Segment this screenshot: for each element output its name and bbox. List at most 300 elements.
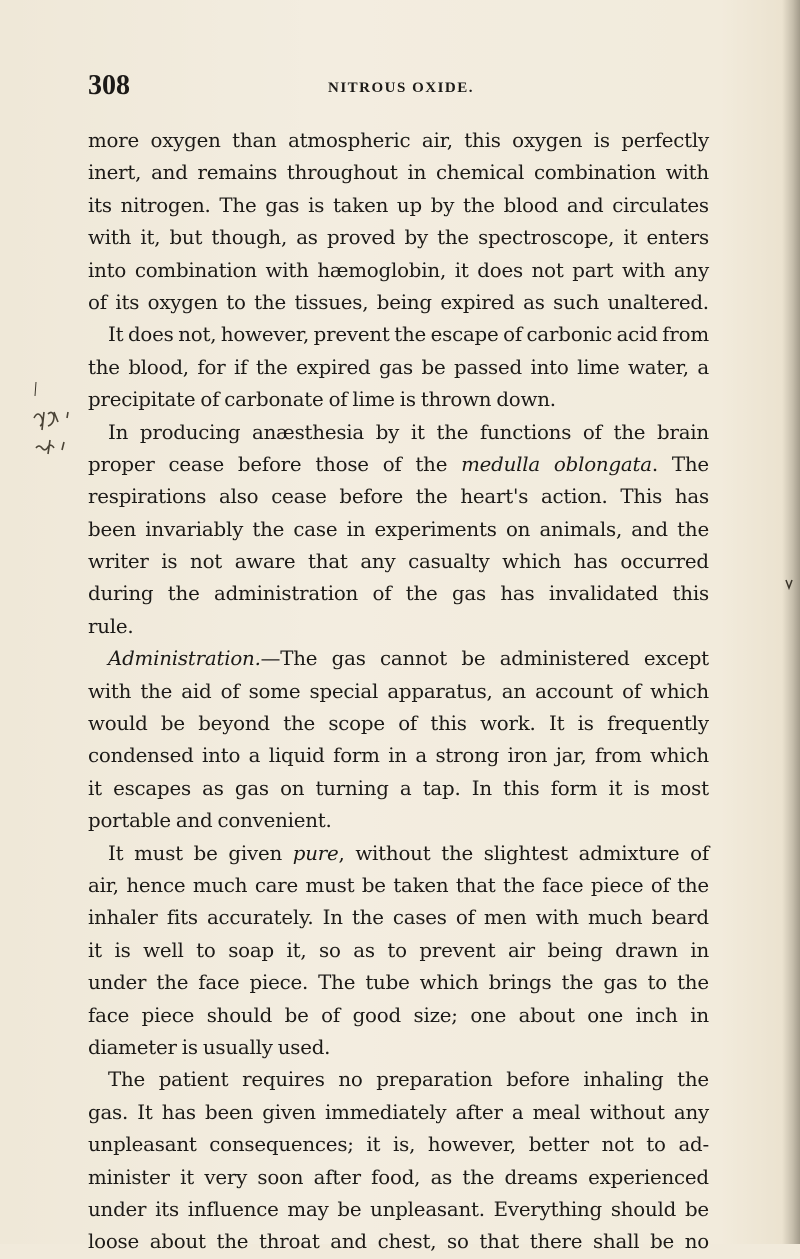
- word: as: [296, 226, 318, 250]
- word: to: [646, 1133, 666, 1157]
- word: more: [88, 129, 140, 152]
- word: nitrogen.: [120, 193, 211, 217]
- word: is: [633, 776, 650, 800]
- word: unpleasant: [88, 1133, 197, 1157]
- word: gas: [451, 582, 486, 606]
- word: the: [394, 323, 427, 347]
- word: not: [531, 258, 564, 282]
- word: ad-: [678, 1133, 709, 1157]
- word: under: [88, 1197, 147, 1221]
- text-line: [88, 935, 709, 967]
- word: of: [650, 873, 670, 897]
- word: face: [542, 873, 584, 897]
- word: prevent: [313, 323, 390, 347]
- word: that: [308, 550, 348, 574]
- word: one: [470, 1003, 507, 1027]
- word: scope: [328, 712, 385, 736]
- word: animals,: [539, 517, 623, 541]
- word: the: [437, 226, 469, 250]
- word: thrown: [420, 388, 492, 412]
- word: admixture: [578, 841, 680, 865]
- text-line: [88, 157, 709, 189]
- word: is: [577, 712, 594, 736]
- word: it: [366, 1133, 381, 1157]
- word: inert,: [88, 161, 142, 185]
- text-line: [88, 1064, 709, 1096]
- word: anæsthesia: [252, 420, 364, 444]
- word: this: [672, 582, 709, 606]
- word: this: [464, 129, 501, 152]
- word: gas.: [88, 1100, 129, 1124]
- word: piece: [141, 1003, 195, 1027]
- word: administered: [499, 647, 630, 671]
- word: after: [455, 1100, 503, 1124]
- text-line: [88, 1000, 709, 1032]
- word: its: [115, 290, 140, 314]
- word: however,: [427, 1133, 516, 1157]
- word: not: [190, 550, 223, 574]
- word: any: [360, 550, 396, 574]
- word: most: [660, 776, 709, 800]
- word: invalidated: [548, 582, 659, 606]
- handwritten-margin-note: [28, 378, 88, 468]
- word: cease: [168, 452, 224, 476]
- word: with: [665, 161, 709, 185]
- word: expired: [296, 355, 371, 379]
- word: not: [601, 1133, 634, 1157]
- running-head: NITROUS OXIDE.: [328, 80, 475, 96]
- word: except: [643, 647, 709, 671]
- word: convenient.: [217, 809, 332, 833]
- word: as: [353, 938, 375, 962]
- body-text: [88, 125, 709, 1259]
- word: requires: [242, 1068, 325, 1092]
- word: the: [561, 971, 594, 995]
- word: no: [338, 1068, 363, 1092]
- word: of: [690, 841, 709, 865]
- word: as: [523, 290, 545, 314]
- word: the: [88, 355, 120, 379]
- word: down.: [496, 388, 556, 412]
- word: The: [318, 971, 356, 995]
- word: given: [262, 1100, 316, 1124]
- text-line: [88, 578, 709, 610]
- word: into: [530, 355, 569, 379]
- word: so: [447, 1230, 469, 1254]
- word: immediately: [325, 1100, 447, 1124]
- word: the: [441, 841, 474, 865]
- word: must: [134, 841, 183, 865]
- word: and: [566, 193, 604, 217]
- word: being: [547, 938, 603, 962]
- word: prevent: [419, 938, 496, 962]
- word: chest,: [377, 1230, 437, 1254]
- word: under: [88, 971, 147, 995]
- word: be: [337, 1197, 362, 1221]
- word: spectroscope,: [478, 226, 615, 250]
- word: which: [650, 744, 709, 768]
- word: circulates: [612, 193, 709, 217]
- word: condensed: [88, 744, 194, 768]
- word: size;: [413, 1003, 458, 1027]
- word: apparatus,: [387, 679, 493, 703]
- word: The: [108, 1068, 146, 1092]
- word: gas: [234, 776, 269, 800]
- word: cease: [271, 485, 327, 509]
- word: experiments: [374, 517, 497, 541]
- word: unpleasant.: [370, 1197, 485, 1221]
- word: before: [506, 1068, 570, 1092]
- text-line: [88, 319, 709, 351]
- word: hence: [126, 873, 186, 897]
- word: strong: [435, 744, 500, 768]
- word: medulla: [461, 452, 541, 476]
- word: tube: [365, 971, 410, 995]
- word: Administration.—The: [108, 647, 318, 671]
- word: a: [697, 355, 709, 379]
- text-line: [88, 676, 709, 708]
- word: one: [587, 1003, 624, 1027]
- word: heart's: [460, 485, 529, 509]
- word: been: [88, 517, 137, 541]
- word: is: [181, 1035, 198, 1059]
- word: is: [161, 550, 178, 574]
- word: the: [436, 420, 469, 444]
- word: an: [501, 679, 526, 703]
- word: be: [160, 712, 185, 736]
- word: In: [322, 906, 343, 930]
- word: it: [88, 938, 102, 962]
- word: very: [204, 1165, 248, 1189]
- word: which: [419, 971, 479, 995]
- word: which: [650, 679, 709, 703]
- word: form: [333, 744, 380, 768]
- word: chemical: [435, 161, 525, 185]
- word: inhaling: [583, 1068, 664, 1092]
- text-line: [88, 417, 709, 449]
- word: influence: [187, 1197, 279, 1221]
- text-line: [88, 611, 709, 643]
- word: the: [167, 582, 200, 606]
- word: writer: [88, 550, 149, 574]
- word: with: [535, 906, 579, 930]
- word: of: [382, 452, 402, 476]
- word: it: [88, 776, 102, 800]
- word: a: [248, 744, 261, 768]
- word: any: [673, 258, 709, 282]
- word: the: [462, 1165, 495, 1189]
- word: the: [216, 1230, 249, 1254]
- word: gas: [603, 971, 638, 995]
- word: of: [372, 582, 392, 606]
- word: about: [149, 1230, 206, 1254]
- text-line: [88, 1226, 709, 1258]
- word: of: [88, 290, 107, 314]
- word: does: [477, 258, 523, 282]
- word: be: [361, 873, 386, 897]
- word: drawn: [615, 938, 678, 962]
- text-line: [88, 255, 709, 287]
- word: before: [339, 485, 403, 509]
- word: such: [553, 290, 600, 314]
- word: special: [309, 679, 379, 703]
- word: better: [528, 1133, 589, 1157]
- word: the: [677, 873, 709, 897]
- word: lime: [352, 388, 395, 412]
- word: in: [690, 938, 709, 962]
- word: brain: [656, 420, 709, 444]
- word: throat: [258, 1230, 320, 1254]
- word: beard: [651, 906, 709, 930]
- word: frequently: [607, 712, 709, 736]
- word: taken: [393, 873, 449, 897]
- word: air: [507, 938, 535, 962]
- word: the: [677, 517, 709, 541]
- word: form: [550, 776, 598, 800]
- word: blood,: [128, 355, 189, 379]
- word: without: [355, 841, 431, 865]
- text-line: [88, 125, 709, 157]
- word: in: [407, 161, 427, 185]
- word: is: [308, 193, 325, 217]
- word: be: [284, 1003, 309, 1027]
- word: from: [594, 744, 642, 768]
- word: In: [471, 776, 492, 800]
- word: care: [254, 873, 299, 897]
- word: this: [503, 776, 540, 800]
- word: however,: [220, 323, 310, 347]
- word: is: [399, 388, 416, 412]
- word: any: [673, 1100, 709, 1124]
- word: be: [650, 1230, 675, 1254]
- text-line: [88, 870, 709, 902]
- word: the: [351, 906, 384, 930]
- text-line: [88, 449, 709, 481]
- word: case: [293, 517, 338, 541]
- word: soon: [257, 1165, 304, 1189]
- word: so: [319, 938, 341, 962]
- word: brings: [488, 971, 552, 995]
- word: precipitate: [88, 388, 196, 412]
- word: there: [529, 1230, 583, 1254]
- word: it: [623, 226, 638, 250]
- word: remains: [197, 161, 278, 185]
- word: of: [455, 906, 475, 930]
- word: some: [248, 679, 301, 703]
- word: respirations: [88, 485, 207, 509]
- word: atmospheric: [288, 129, 411, 152]
- word: it,: [286, 938, 307, 962]
- word: should: [610, 1197, 677, 1221]
- word: escape: [430, 323, 499, 347]
- word: about: [518, 1003, 575, 1027]
- word: be: [461, 647, 486, 671]
- word: proved: [326, 226, 396, 250]
- word: passed: [454, 355, 522, 379]
- word: administration: [214, 582, 359, 606]
- word: gas: [331, 647, 366, 671]
- word: given: [228, 841, 282, 865]
- text-line: [88, 967, 709, 999]
- word: food,: [371, 1165, 421, 1189]
- word: its: [88, 193, 112, 217]
- word: it: [608, 776, 623, 800]
- word: be: [193, 841, 218, 865]
- word: acid: [616, 323, 658, 347]
- word: for: [197, 355, 226, 379]
- word: carbonic: [526, 323, 612, 347]
- word: casualty: [408, 550, 490, 574]
- text-line: [88, 352, 709, 384]
- word: has: [674, 485, 709, 509]
- word: no: [684, 1230, 709, 1254]
- word: the: [156, 971, 189, 995]
- word: the: [677, 971, 709, 995]
- word: in: [346, 517, 366, 541]
- word: expired: [440, 290, 515, 314]
- text-line: [88, 902, 709, 934]
- word: it,: [140, 226, 161, 250]
- word: the: [140, 679, 173, 703]
- word: It: [548, 712, 565, 736]
- word: the: [255, 355, 288, 379]
- word: In: [108, 420, 129, 444]
- word: The: [219, 193, 257, 217]
- word: cannot: [380, 647, 448, 671]
- word: turning: [315, 776, 389, 800]
- text-line: [88, 384, 709, 416]
- text-line: [88, 546, 709, 578]
- text-line: [88, 1162, 709, 1194]
- word: with: [621, 258, 666, 282]
- word: that: [455, 873, 496, 897]
- word: gas: [265, 193, 300, 217]
- word: being: [376, 290, 432, 314]
- word: oxygen: [150, 129, 221, 152]
- word: oblongata.: [553, 452, 658, 476]
- word: as: [430, 1165, 453, 1189]
- word: be: [684, 1197, 709, 1221]
- text-line: [88, 190, 709, 222]
- word: piece.: [249, 971, 309, 995]
- word: dreams: [504, 1165, 578, 1189]
- word: aware: [234, 550, 296, 574]
- word: piece: [590, 873, 644, 897]
- word: than: [232, 129, 277, 152]
- word: meal: [532, 1100, 581, 1124]
- word: preparation: [376, 1068, 493, 1092]
- word: a: [415, 744, 427, 768]
- word: been: [205, 1100, 254, 1124]
- word: by: [404, 226, 428, 250]
- word: perfectly: [621, 129, 709, 152]
- word: to: [226, 290, 246, 314]
- word: escapes: [113, 776, 191, 800]
- word: to: [647, 971, 667, 995]
- word: producing: [139, 420, 241, 444]
- word: it: [180, 1165, 195, 1189]
- text-line: [88, 287, 709, 319]
- word: tissues,: [294, 290, 369, 314]
- word: is,: [393, 1133, 416, 1157]
- word: functions: [480, 420, 572, 444]
- word: liquid: [268, 744, 325, 768]
- word: a: [511, 1100, 524, 1124]
- word: throughout: [286, 161, 398, 185]
- margin-tick-mark: [785, 578, 793, 590]
- word: account: [535, 679, 613, 703]
- word: oxygen: [512, 129, 583, 152]
- word: combination: [533, 161, 656, 185]
- word: as: [202, 776, 224, 800]
- word: to: [387, 938, 407, 962]
- word: oxygen: [147, 290, 218, 314]
- word: experienced: [588, 1165, 709, 1189]
- word: part: [572, 258, 614, 282]
- word: gas: [378, 355, 413, 379]
- word: of: [622, 679, 641, 703]
- word: if: [234, 355, 248, 379]
- word: proper: [88, 452, 155, 476]
- text-line: [88, 805, 709, 837]
- word: action.: [540, 485, 608, 509]
- word: much: [587, 906, 643, 930]
- word: has: [161, 1100, 196, 1124]
- word: occurred: [620, 550, 709, 574]
- word: water,: [628, 355, 689, 379]
- word: It: [137, 1100, 153, 1124]
- word: iron: [507, 744, 548, 768]
- word: its: [155, 1197, 179, 1221]
- word: It: [108, 323, 124, 347]
- word: without: [589, 1100, 665, 1124]
- word: on: [280, 776, 305, 800]
- word: inhaler: [88, 906, 158, 930]
- word: portable: [88, 809, 171, 833]
- text-line: [88, 1194, 709, 1226]
- word: minister: [88, 1165, 170, 1189]
- word: soap: [228, 938, 274, 962]
- word: tap.: [422, 776, 461, 800]
- word: of: [200, 388, 220, 412]
- word: though,: [211, 226, 288, 250]
- word: a: [399, 776, 412, 800]
- word: after: [313, 1165, 361, 1189]
- word: must: [305, 873, 355, 897]
- word: combination: [134, 258, 257, 282]
- text-line: [88, 1032, 709, 1064]
- word: it: [410, 420, 425, 444]
- word: men: [483, 906, 527, 930]
- word: unaltered.: [607, 290, 709, 314]
- word: aid: [181, 679, 212, 703]
- word: of: [328, 388, 348, 412]
- word: of: [220, 679, 240, 703]
- word: before: [237, 452, 302, 476]
- word: much: [192, 873, 248, 897]
- word: that: [479, 1230, 520, 1254]
- word: blood: [503, 193, 559, 217]
- text-line: [88, 1129, 709, 1161]
- word: rule.: [88, 614, 134, 638]
- word: invariably: [145, 517, 244, 541]
- word: and: [175, 809, 213, 833]
- word: and: [151, 161, 188, 185]
- word: which: [502, 550, 561, 574]
- word: with: [265, 258, 309, 282]
- word: up: [396, 193, 422, 217]
- word: hæmoglobin,: [317, 258, 447, 282]
